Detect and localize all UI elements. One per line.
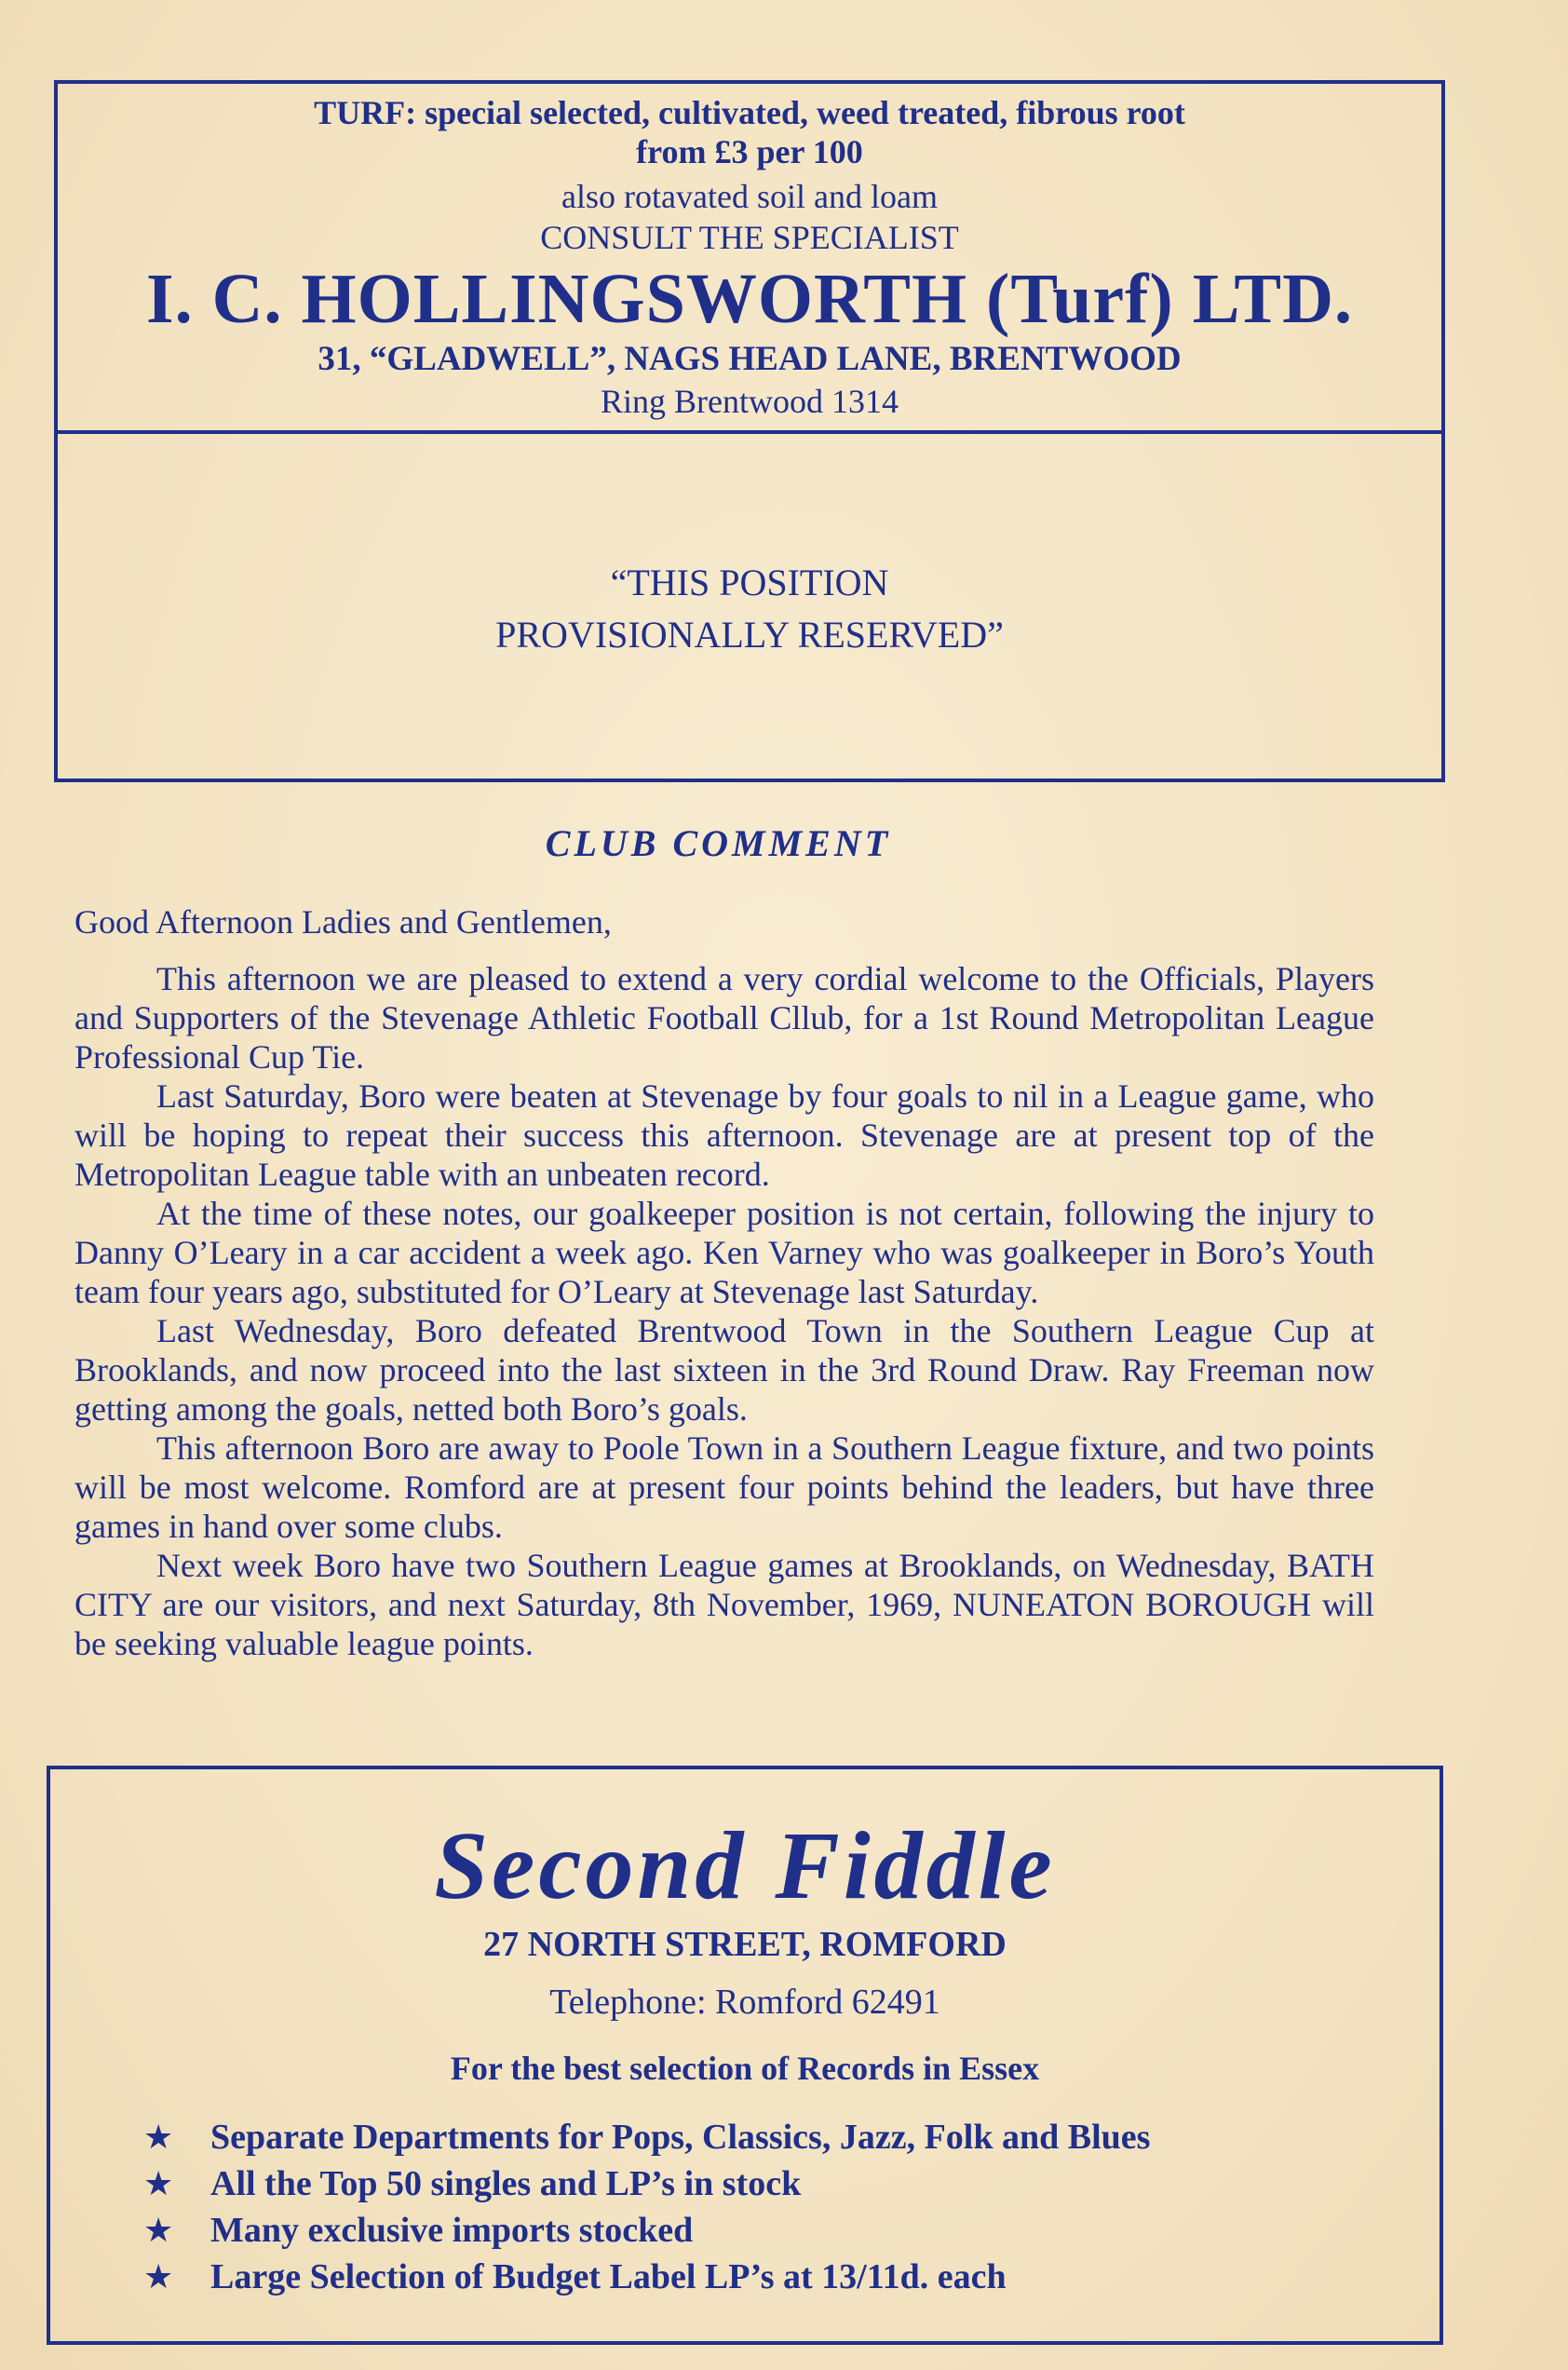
list-item (143, 2207, 1150, 2254)
turf-consult-line: CONSULT THE SPECIALIST (540, 219, 959, 256)
shop-phone: Telephone: Romford 62491 (549, 1983, 940, 2022)
feature-text: Large Selection of Budget Label LP’s at 13/11d. each (210, 2257, 1007, 2296)
feature-list (143, 2114, 1150, 2300)
shop-address: 27 NORTH STREET, ROMFORD (483, 1925, 1007, 1964)
comment-paragraph: Last Saturday, Boro were beaten at Stevenage by four goals to nil in a League game, who will be hoping to repeat their success this afternoon. Stevenage are at present top of the Metropolitan League table with an unbeaten record. (74, 1077, 1374, 1193)
shop-name: Second Fiddle (434, 1812, 1056, 1919)
reserved-line-1: “THIS POSITION (610, 562, 889, 603)
star-icon: ★ (143, 2118, 174, 2157)
feature-text: All the Top 50 singles and LP’s in stock (210, 2164, 802, 2203)
star-icon: ★ (143, 2164, 174, 2203)
feature-text: Separate Departments for Pops, Classics, Jazz, Folk and Blues (210, 2118, 1151, 2157)
second-fiddle-advert (47, 1766, 1443, 2345)
greeting: Good Afternoon Ladies and Gentlemen, (74, 903, 612, 941)
shop-tagline: For the best selection of Records in Essex (450, 2050, 1040, 2087)
turf-soil-line: also rotavated soil and loam (561, 178, 938, 215)
turf-address: 31, “GLADWELL”, NAGS HEAD LANE, BRENTWOOD (318, 340, 1182, 378)
comment-paragraph: Next week Boro have two Southern League games at Brooklands, on Wednesday, BATH CITY are our visitors, and next Saturday, 8th November, 1969, NUNEATON BOROUGH will be seeking valuable league points. (74, 1547, 1374, 1662)
reserved-advert (58, 557, 1441, 661)
turf-company-name: I. C. HOLLINGSWORTH (Turf) LTD. (146, 260, 1353, 338)
turf-headline: TURF: special selected, cultivated, weed treated, fibrous root (314, 94, 1185, 131)
turf-phone: Ring Brentwood 1314 (601, 383, 899, 420)
list-item (143, 2160, 1150, 2207)
advert-divider (58, 430, 1441, 434)
comment-paragraph: Last Wednesday, Boro defeated Brentwood Town in the Southern League Cup at Brooklands, and now proceed into the last sixteen in the 3rd Round Draw. Ray Freeman now getting among the goals, netted both Boro’s goals. (74, 1312, 1374, 1428)
star-icon: ★ (143, 2211, 174, 2250)
turf-price: from £3 per 100 (636, 133, 863, 170)
list-item (143, 2114, 1150, 2160)
club-comment-heading: CLUB COMMENT (545, 822, 892, 864)
comment-paragraph: This afternoon Boro are away to Poole Town in a Southern League fixture, and two points will be most welcome. Romford are at present four points behind the leaders, but have three games in hand over some clubs. (74, 1429, 1374, 1545)
reserved-line-2: PROVISIONALLY RESERVED” (495, 614, 1004, 656)
star-icon: ★ (143, 2257, 174, 2296)
comment-paragraph: At the time of these notes, our goalkeeper position is not certain, following the injury to Danny O’Leary in a car accident a week ago. Ken Varney who was goalkeeper in Boro’s Youth team four years ago, substituted for O’Leary at Stevenage last Saturday. (74, 1195, 1374, 1310)
turf-advert-frame (54, 80, 1445, 782)
feature-text: Many exclusive imports stocked (210, 2211, 694, 2250)
list-item (143, 2254, 1150, 2300)
club-comment-body (74, 901, 1374, 1663)
comment-paragraph: This afternoon we are pleased to extend a very cordial welcome to the Officials, Players and Supporters of the Stevenage Athletic Football Cllub, for a 1st Round Metropolitan League Professional Cup Tie. (74, 960, 1374, 1076)
turf-advert (58, 84, 1441, 430)
